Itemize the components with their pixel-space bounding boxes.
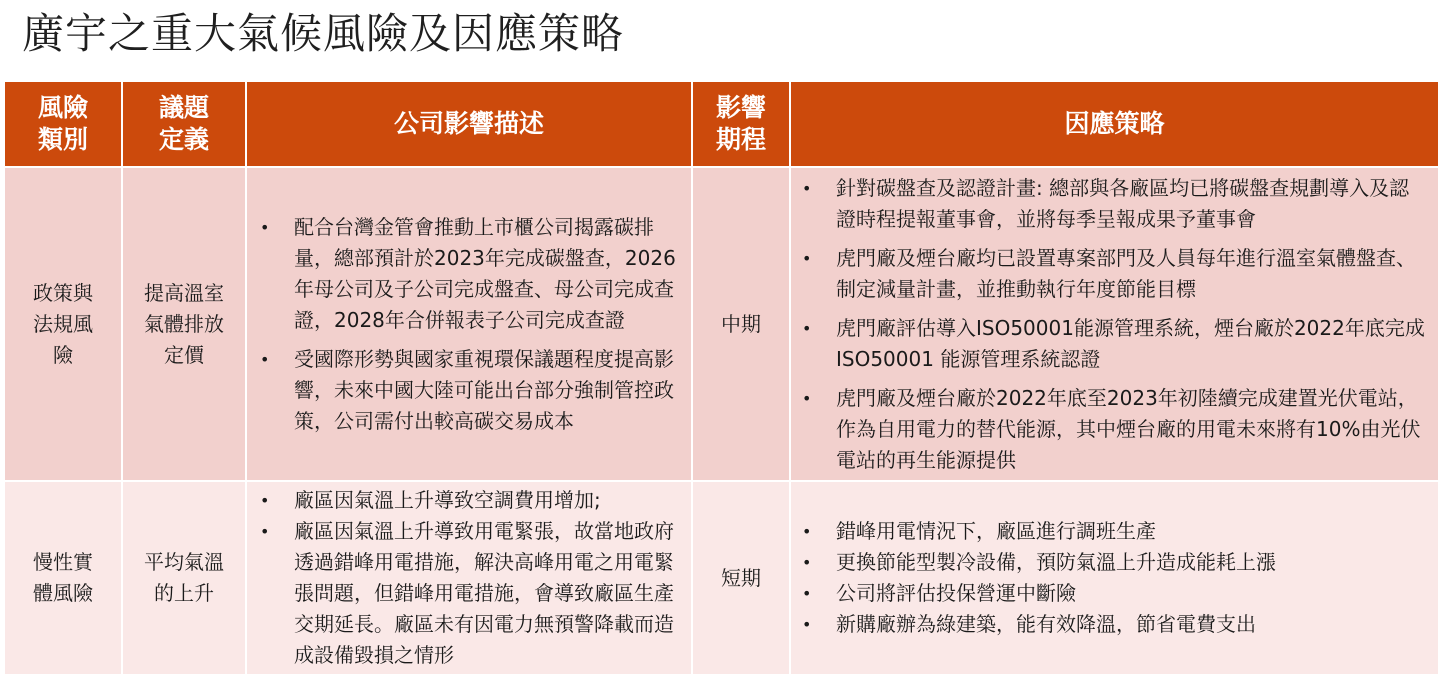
header-topic <box>122 81 246 167</box>
strategy-list <box>792 516 1437 640</box>
risk-category: 慢性實 體風險 <box>33 550 93 605</box>
strategy-item: • 針對碳盤查及認證計畫: 總部與各廠區均已將碳盤查規劃導入及認證時程提報董事會，並將每季呈報成果予董事會 <box>836 173 1427 235</box>
risk-table <box>3 80 1440 676</box>
header-strategy <box>790 81 1439 167</box>
header-impact <box>246 81 692 167</box>
impact-period: 短期 <box>721 565 761 590</box>
strategy-item: • 錯峰用電情況下，廠區進行調班生產 <box>836 516 1427 547</box>
header-strategy-label: 因應策略 <box>1064 109 1165 138</box>
header-period-label: 影響 期程 <box>715 93 766 154</box>
strategy-cell <box>790 481 1439 675</box>
impact-list <box>248 212 690 437</box>
impact-period: 中期 <box>721 311 761 336</box>
strategy-item: • 虎門廠及煙台廠於2022年底至2023年初陸續完成建置光伏電站，作為自用電力的替代能源，其中煙台廠的用電未來將有10%由光伏電站的再生能源提供 <box>836 383 1427 476</box>
topic-cell <box>122 167 246 481</box>
period-cell <box>692 167 790 481</box>
impact-list <box>248 485 690 671</box>
risk-category-cell <box>4 481 122 675</box>
header-category-label: 風險 類別 <box>37 93 88 154</box>
impact-cell <box>246 481 692 675</box>
strategy-item: • 公司將評估投保營運中斷險 <box>836 578 1427 609</box>
header-category <box>4 81 122 167</box>
header-topic-label: 議題 定義 <box>158 93 209 154</box>
header-period <box>692 81 790 167</box>
impact-item: • 廠區因氣溫上升導致用電緊張，故當地政府透過錯峰用電措施，解決高峰用電之用電緊張問題，但錯峰用電措施，會導致廠區生產交期延長。廠區未有因電力無預警降載而造成設備毀損之情形 <box>294 516 676 671</box>
period-cell <box>692 481 790 675</box>
topic-definition: 平均氣溫 的上升 <box>144 550 224 605</box>
strategy-item: • 新購廠辦為綠建築，能有效降溫，節省電費支出 <box>836 609 1427 640</box>
topic-definition: 提高溫室 氣體排放 定價 <box>144 280 224 367</box>
strategy-item: • 虎門廠及煙台廠均已設置專案部門及人員每年進行溫室氣體盤查、制定減量計畫，並推動執行年度節能目標 <box>836 243 1427 305</box>
strategy-item: • 虎門廠評估導入ISO50001能源管理系統，煙台廠於2022年底完成 ISO50001 能源管理系統認證 <box>836 313 1427 375</box>
impact-cell <box>246 167 692 481</box>
strategy-item: • 更換節能型製冷設備，預防氣溫上升造成能耗上漲 <box>836 547 1427 578</box>
header-impact-label: 公司影響描述 <box>393 109 544 138</box>
impact-item: • 配合台灣金管會推動上市櫃公司揭露碳排量，總部預計於2023年完成碳盤查，2026年母公司及子公司完成盤查、母公司完成查證，2028年合併報表子公司完成查證 <box>294 212 676 336</box>
impact-item: • 廠區因氣溫上升導致空調費用增加; <box>294 485 676 516</box>
topic-cell <box>122 481 246 675</box>
strategy-cell <box>790 167 1439 481</box>
risk-category: 政策與 法規風 險 <box>33 280 93 367</box>
page-title: 廣宇之重大氣候風險及因應策略 <box>22 9 625 58</box>
table-row <box>4 167 1439 481</box>
strategy-list <box>792 173 1437 476</box>
header-row <box>4 81 1439 167</box>
risk-category-cell <box>4 167 122 481</box>
table-row <box>4 481 1439 675</box>
impact-item: • 受國際形勢與國家重視環保議題程度提高影響，未來中國大陸可能出台部分強制管控政策，公司需付出較高碳交易成本 <box>294 344 676 437</box>
